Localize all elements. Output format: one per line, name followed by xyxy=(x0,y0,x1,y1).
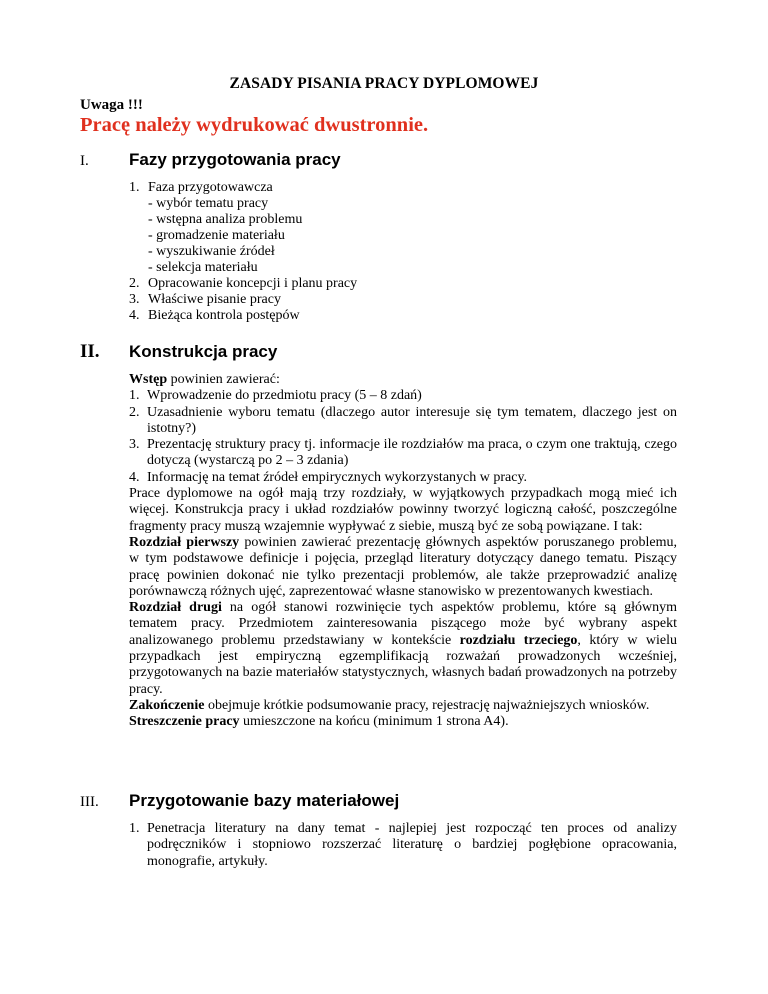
list-item: Bieżąca kontrola postępów xyxy=(148,308,300,323)
list-item: - gromadzenie materiału xyxy=(148,228,285,243)
paragraph-ending: Zakończenie obejmuje krótkie podsumowanie pracy, rejestrację najważniejszych wniosków. xyxy=(129,697,650,713)
section-3-number: III. xyxy=(80,794,99,810)
section-1-title: Fazy przygotowania pracy xyxy=(129,150,341,169)
section-3-title: Przygotowanie bazy materiałowej xyxy=(129,791,400,810)
list-item: 2. Uzasadnienie wyboru tematu (dlaczego autor interesuje się tym tematem, dlaczego jest on istotny?) xyxy=(129,404,677,436)
list-item: Opracowanie koncepcji i planu pracy xyxy=(148,276,358,291)
list-item: - wybór tematu pracy xyxy=(148,196,269,211)
intro-bold: Wstęp xyxy=(129,372,168,387)
intro-line: Wstęp powinien zawierać: xyxy=(129,372,280,387)
notice-label: Uwaga !!! xyxy=(80,97,143,113)
list-item-number: 4. xyxy=(129,308,140,323)
list-item-number: 1. xyxy=(129,180,140,195)
document-title: ZASADY PISANIA PRACY DYPLOMOWEJ xyxy=(229,75,539,92)
list-item: Właściwe pisanie pracy xyxy=(148,292,281,307)
list-item: 4. Informację na temat źródeł empirycznych wykorzystanych w pracy. xyxy=(129,469,528,485)
notice-text: Pracę należy wydrukować dwustronnie. xyxy=(80,114,429,136)
section-2-title: Konstrukcja pracy xyxy=(129,342,278,361)
section-2-number: II. xyxy=(80,341,100,362)
list-item: Faza przygotowawcza xyxy=(148,180,273,195)
list-item: 1. Penetracja literatury na dany temat - najlepiej jest rozpocząć ten proces od analizy podręczników i stopniowo rozszerzać literaturę o bardziej pogłębione opracowania, monografie, artykuły. xyxy=(129,821,677,869)
list-item-number: 3. xyxy=(129,292,140,307)
paragraph-chapter-1: Rozdział pierwszy powinien zawierać prezentację głównych aspektów poruszanego problemu, w tym podstawowe definicje i pojęcia, przegląd literatury dotyczący danego tematu. Piszący pracę powinien dokonać nie tylko prezentacji problemów, ale także przeprowadzić analizę porównawczą różnych ujęć, zaprezentować własne stanowisko w prezentowanych kwestiach. xyxy=(129,534,677,599)
section-2-body xyxy=(129,372,677,731)
list-item: - wyszukiwanie źródeł xyxy=(148,244,275,259)
section-1-number: I. xyxy=(80,153,89,169)
list-item-number: 2. xyxy=(129,276,140,291)
list-item: 3. Prezentację struktury pracy tj. informacje ile rozdziałów ma praca, o czym one traktują, czego dotyczą (wystarczą po 2 – 3 zdania) xyxy=(129,437,677,469)
paragraph-chapter-2: Rozdział drugi na ogół stanowi rozwinięcie tych aspektów problemu, które są głównym tematem pracy. Przedmiotem zainteresowania piszącego może być wybrany aspekt analizowanego problemu przedstawiany w kontekście rozdziału trzeciego, który w wielu przypadkach jest empiryczną egzemplifikacją rozważań prowadzonych wcześniej, przygotowanych na bazie materiałów statystycznych, własnych badań prowadzonych na potrzeby pracy. xyxy=(129,600,678,697)
list-item: 1. Wprowadzenie do przedmiotu pracy (5 – 8 zdań) xyxy=(129,388,422,404)
paragraph-structure: Prace dyplomowe na ogół mają trzy rozdziały, w wyjątkowych przypadkach mogą mieć ich więcej. Konstrukcja pracy i układ rozdziałów powinny tworzyć logiczną całość, poszczególne fragmenty pracy muszą wzajemnie wypływać z siebie, muszą być ze sobą powiązane. I tak: xyxy=(129,486,677,534)
paragraph-summary: Streszczenie pracy umieszczone na końcu (minimum 1 strona A4). xyxy=(129,714,509,730)
list-item: - wstępna analiza problemu xyxy=(148,212,303,227)
section-3-body xyxy=(129,821,677,870)
list-item: - selekcja materiału xyxy=(148,260,258,275)
